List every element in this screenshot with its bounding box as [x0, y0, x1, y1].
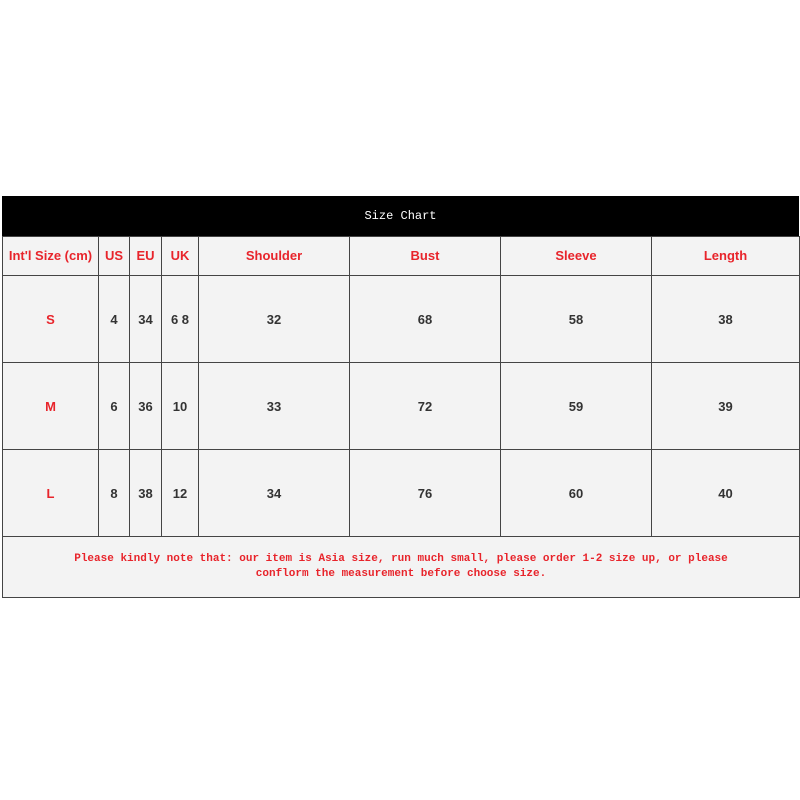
uk-cell: 10 — [162, 363, 199, 450]
size-note-line-2: conflorm the measurement before choose size. — [255, 568, 547, 580]
size-note — [3, 537, 800, 598]
size-note-line-1: Please kindly note that: our item is Asia size, run much small, please order 1-2 size up, or please — [74, 553, 728, 565]
header-sleeve: Sleeve — [501, 237, 652, 276]
table-row — [3, 450, 800, 537]
shoulder-cell: 33 — [199, 363, 350, 450]
header-length: Length — [652, 237, 800, 276]
shoulder-cell: 32 — [199, 276, 350, 363]
size-chart-title: Size Chart — [2, 196, 799, 236]
header-uk: UK — [162, 237, 199, 276]
table-row — [3, 363, 800, 450]
note-row — [3, 537, 800, 598]
length-cell: 38 — [652, 276, 800, 363]
eu-cell: 36 — [130, 363, 162, 450]
uk-cell: 12 — [162, 450, 199, 537]
size-chart — [2, 196, 799, 598]
header-us: US — [99, 237, 130, 276]
header-row — [3, 237, 800, 276]
bust-cell: 68 — [350, 276, 501, 363]
uk-cell: 6 8 — [162, 276, 199, 363]
length-cell: 39 — [652, 363, 800, 450]
sleeve-cell: 60 — [501, 450, 652, 537]
size-table — [2, 236, 800, 598]
size-label-cell: S — [3, 276, 99, 363]
size-label-cell: L — [3, 450, 99, 537]
shoulder-cell: 34 — [199, 450, 350, 537]
bust-cell: 72 — [350, 363, 501, 450]
sleeve-cell: 58 — [501, 276, 652, 363]
us-cell: 6 — [99, 363, 130, 450]
header-intl-size: Int'l Size (cm) — [3, 237, 99, 276]
header-bust: Bust — [350, 237, 501, 276]
header-eu: EU — [130, 237, 162, 276]
eu-cell: 38 — [130, 450, 162, 537]
bust-cell: 76 — [350, 450, 501, 537]
eu-cell: 34 — [130, 276, 162, 363]
size-label-cell: M — [3, 363, 99, 450]
us-cell: 4 — [99, 276, 130, 363]
sleeve-cell: 59 — [501, 363, 652, 450]
table-row — [3, 276, 800, 363]
us-cell: 8 — [99, 450, 130, 537]
length-cell: 40 — [652, 450, 800, 537]
header-shoulder: Shoulder — [199, 237, 350, 276]
